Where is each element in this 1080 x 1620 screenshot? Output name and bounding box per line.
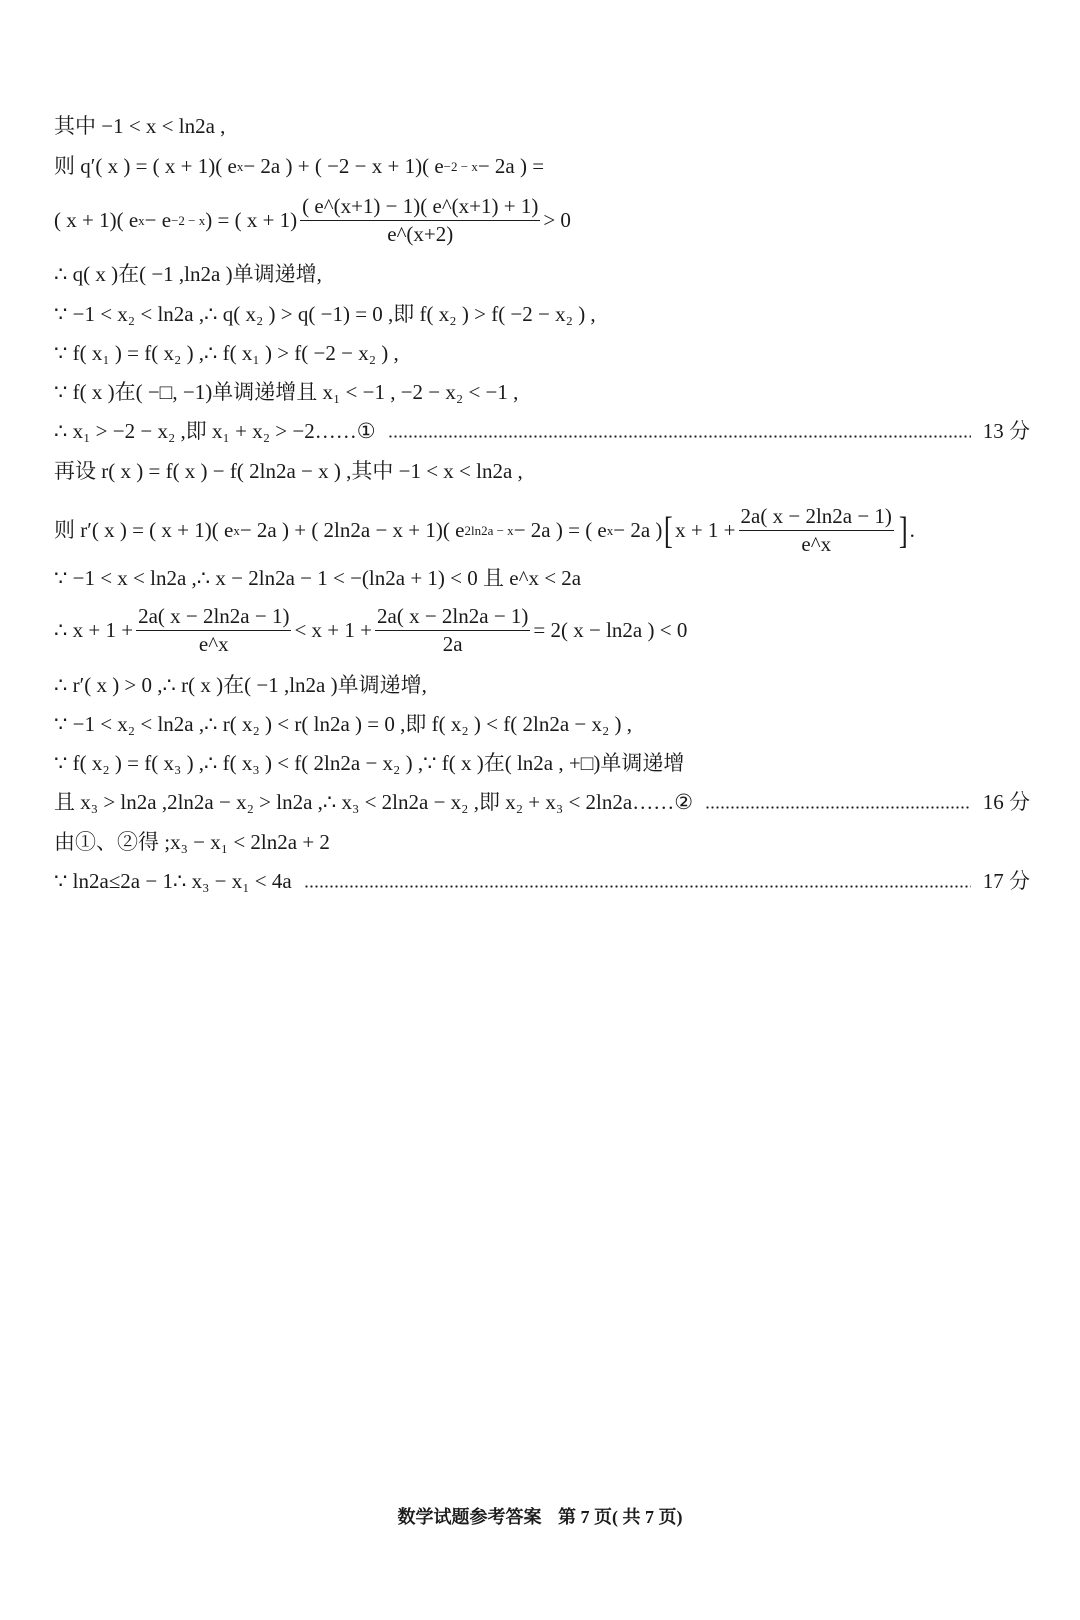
line-text: 由①、②得 ;x₃ − x₁ < 2ln2a + 2: [54, 830, 330, 854]
line-text: ∵ ln2a≤2a − 1∴ x₃ − x₁ < 4a: [54, 869, 292, 893]
line-5: [54, 304, 1030, 325]
line-text: ) = ( x + 1): [205, 208, 298, 232]
numerator: 2a( x − 2ln2a − 1): [375, 606, 530, 631]
denominator: e^x: [801, 532, 832, 556]
line-text: 则 r′( x ) = ( x + 1)( e: [54, 518, 234, 542]
line-8: [54, 421, 1030, 442]
footer-page-number: 第 7 页( 共 7 页): [558, 1507, 683, 1527]
line-text: − 2a ) = ( e: [513, 518, 607, 542]
line-10: 则 r′( x ) = ( x + 1)( e x − 2a ) + ( 2ln2a − x + 1)( e 2ln2a − x − 2a ) = ( e x − 2a ) [ x + 1 + $\frac{2a( x - 2\ln 2a - 1)}{e\^{}x}$ ] .: [54, 504, 915, 556]
line-text: − 2a ): [613, 518, 663, 542]
line-text: − 2a ) =: [477, 154, 545, 178]
line-text: ∵ f( x )在( −□, −1)单调递增且 x₁ < −1 , −2 − x₂ < −1 ,: [54, 380, 519, 404]
line-15: [54, 753, 1030, 774]
line-text: ∴ q( x )在( −1 ,ln2a )单调递增,: [54, 262, 322, 286]
numerator: ( e^(x+1) − 1)( e^(x+1) + 1): [300, 196, 540, 221]
line-text: ∴ x₁ > −2 − x₂ ,即 x₁ + x₂ > −2……①: [54, 419, 376, 443]
score-label: 17 分: [982, 869, 1030, 893]
footer-title: 数学试题参考答案: [397, 1507, 542, 1527]
line-18: [54, 871, 1030, 892]
line-7: [54, 382, 1030, 403]
right-bracket: ]: [898, 509, 908, 552]
dot-leader: [705, 806, 971, 809]
line-11: [54, 568, 1030, 589]
line-text: ∵ −1 < x < ln2a ,∴ x − 2ln2a − 1 < −(ln2a + 1) < 0 且 e^x < 2a: [54, 566, 582, 590]
score-label: 13 分: [982, 419, 1030, 443]
line-4: [54, 264, 1030, 285]
line-text: = 2( x − ln2a ) < 0: [533, 618, 688, 642]
line-text: ∵ f( x₂ ) = f( x₃ ) ,∴ f( x₃ ) < f( 2ln2a − x₂ ) ,∵ f( x )在( ln2a , +□)单调递增: [54, 751, 685, 775]
dot-leader: [388, 435, 971, 438]
score-label: 16 分: [982, 790, 1030, 814]
line-text: 其中 −1 < x < ln2a ,: [54, 114, 226, 138]
line-13: [54, 675, 1030, 696]
line-3: ( x + 1)( e x − e −2 − x ) = ( x + 1) $\frac{( e\^{}(x+1) - 1)( e\^{}(x+1) + 1)}{e\^{}(x+2)}$ > 0: [54, 194, 571, 246]
numerator: 2a( x − 2ln2a − 1): [739, 506, 894, 531]
page-footer: [0, 1503, 1080, 1529]
line-2: 则 q′( x ) = ( x + 1)( e x − 2a ) + ( −2 − x + 1)( e −2 − x − 2a ) =: [54, 154, 545, 178]
line-text: > 0: [543, 208, 571, 232]
line-text: x + 1 +: [675, 518, 736, 542]
line-6: [54, 343, 1030, 364]
line-text: − 2a ) + ( 2ln2a − x + 1)( e: [239, 518, 465, 542]
line-16: [54, 792, 1030, 813]
line-text: ∵ −1 < x₂ < ln2a ,∴ q( x₂ ) > q( −1) = 0 ,即 f( x₂ ) > f( −2 − x₂ ) ,: [54, 302, 596, 326]
line-14: [54, 714, 1030, 735]
line-text: 且 x₃ > ln2a ,2ln2a − x₂ > ln2a ,∴ x₃ < 2ln2a − x₂ ,即 x₂ + x₃ < 2ln2a……②: [54, 790, 694, 814]
line-text: ∴ x + 1 +: [54, 618, 134, 642]
line-1: [54, 116, 1030, 137]
line-12: [54, 606, 1030, 655]
denominator: 2a: [442, 632, 463, 656]
fraction: [375, 606, 530, 655]
fraction: [136, 606, 291, 655]
line-9: [54, 461, 1030, 482]
line-text: 再设 r( x ) = f( x ) − f( 2ln2a − x ) ,其中 −1 < x < ln2a ,: [54, 459, 523, 483]
line-text: 则 q′( x ) = ( x + 1)( e: [54, 154, 237, 178]
line-text: < x + 1 +: [294, 618, 372, 642]
line-text: ∴ r′( x ) > 0 ,∴ r( x )在( −1 ,ln2a )单调递增,: [54, 673, 427, 697]
denominator: e^x: [198, 632, 229, 656]
line-text: − e: [144, 208, 172, 232]
dot-leader: [304, 885, 971, 888]
line-text: ∵ f( x₁ ) = f( x₂ ) ,∴ f( x₁ ) > f( −2 − x₂ ) ,: [54, 341, 399, 365]
line-text: ∵ −1 < x₂ < ln2a ,∴ r( x₂ ) < r( ln2a ) = 0 ,即 f( x₂ ) < f( 2ln2a − x₂ ) ,: [54, 712, 633, 736]
line-text: − 2a ) + ( −2 − x + 1)( e: [243, 154, 444, 178]
left-bracket: [: [664, 509, 674, 552]
line-text: ( x + 1)( e: [54, 208, 139, 232]
fraction: [300, 196, 540, 245]
numerator: 2a( x − 2ln2a − 1): [136, 606, 291, 631]
denominator: e^(x+2): [387, 222, 454, 246]
fraction: [739, 506, 894, 555]
line-17: [54, 832, 1030, 853]
